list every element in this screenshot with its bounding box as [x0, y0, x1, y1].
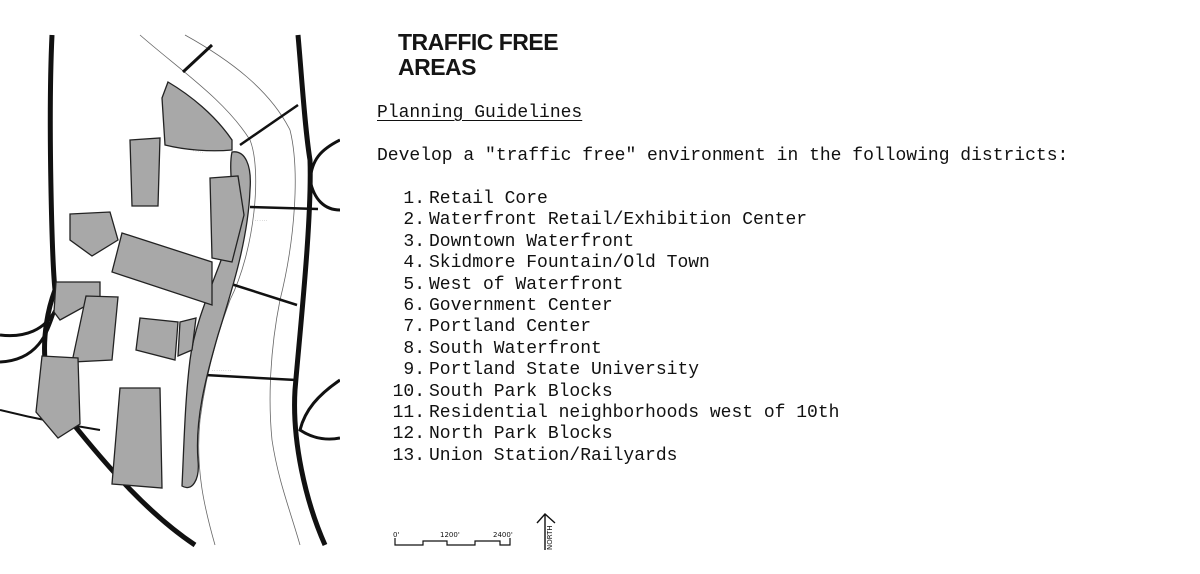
- area-west-of-waterfront: [136, 318, 178, 360]
- list-item: [377, 210, 839, 231]
- item-label: Waterfront Retail/Exhibition Center: [429, 210, 808, 231]
- list-item: [377, 232, 839, 253]
- item-label: Downtown Waterfront: [429, 231, 635, 252]
- street-label: · · · · · ·: [255, 219, 268, 223]
- list-item: [377, 339, 839, 360]
- item-number: 2.: [403, 210, 425, 231]
- item-label: Portland State University: [429, 360, 700, 381]
- freeway-east: [295, 35, 325, 545]
- street-label: · · · · · · · · ·: [212, 369, 231, 373]
- item-label: Union Station/Railyards: [429, 445, 678, 466]
- item-label: Residential neighborhoods west of 10th: [429, 403, 840, 424]
- page-title: [398, 30, 558, 80]
- list-item: [377, 403, 839, 424]
- item-number: 8.: [403, 338, 425, 359]
- scale-bar-line: [395, 538, 510, 545]
- list-item: [377, 317, 839, 338]
- item-number: 10.: [392, 381, 425, 402]
- item-number: 9.: [403, 360, 425, 381]
- intro-text: Develop a "traffic free" environment in the following districts:: [377, 146, 1069, 166]
- bridge-2: [240, 105, 298, 145]
- area-retail-core: [112, 233, 212, 305]
- list-item: [377, 189, 839, 210]
- freeway-southeast-ramp: [300, 380, 340, 439]
- scale-label-mid: 1200': [440, 531, 460, 539]
- north-label: NORTH: [546, 525, 554, 550]
- item-label: Government Center: [429, 296, 613, 317]
- item-number: 7.: [403, 317, 425, 338]
- title-line-1: TRAFFIC FREE: [398, 29, 559, 55]
- bridge-5: [205, 375, 296, 380]
- item-number: 5.: [403, 274, 425, 295]
- scale-label-zero: 0': [393, 531, 400, 539]
- area-portland-state: [36, 356, 80, 438]
- section-heading: Planning Guidelines: [377, 103, 583, 123]
- street-label: · · · · · ·: [249, 289, 263, 298]
- item-label: Retail Core: [429, 189, 548, 209]
- item-label: Portland Center: [429, 317, 592, 338]
- item-number: 4.: [403, 253, 425, 274]
- list-item: [377, 296, 839, 317]
- item-number: 11.: [392, 403, 425, 424]
- street-label: · · · · ·: [192, 149, 204, 155]
- item-number: 3.: [403, 231, 425, 252]
- list-item: [377, 382, 839, 403]
- scale-bar: [385, 505, 585, 555]
- item-number: 12.: [392, 424, 425, 445]
- title-line-2: AREAS: [398, 54, 477, 80]
- bridge-4: [228, 283, 297, 305]
- area-south-park-blocks: [112, 388, 162, 488]
- area-north-waterfront: [162, 82, 232, 151]
- freeway-east-ramp: [310, 140, 340, 210]
- list-item: [377, 424, 839, 445]
- scale-label-end: 2400': [493, 531, 513, 539]
- item-label: South Waterfront: [429, 338, 602, 359]
- item-number: 6.: [403, 296, 425, 317]
- bridge-1: [183, 45, 212, 72]
- district-list: [377, 189, 839, 467]
- list-item: [377, 275, 839, 296]
- list-item: [377, 446, 839, 467]
- item-number: 13.: [392, 445, 425, 466]
- list-item: [377, 253, 839, 274]
- district-areas: [36, 82, 250, 488]
- item-label: Skidmore Fountain/Old Town: [429, 253, 710, 274]
- list-item: [377, 360, 839, 381]
- item-number: 1.: [403, 189, 425, 209]
- district-map: [0, 0, 340, 574]
- area-union-station: [70, 212, 118, 256]
- item-label: North Park Blocks: [429, 424, 613, 445]
- item-label: West of Waterfront: [429, 274, 624, 295]
- area-north-park-blocks: [130, 138, 160, 206]
- item-label: South Park Blocks: [429, 381, 613, 402]
